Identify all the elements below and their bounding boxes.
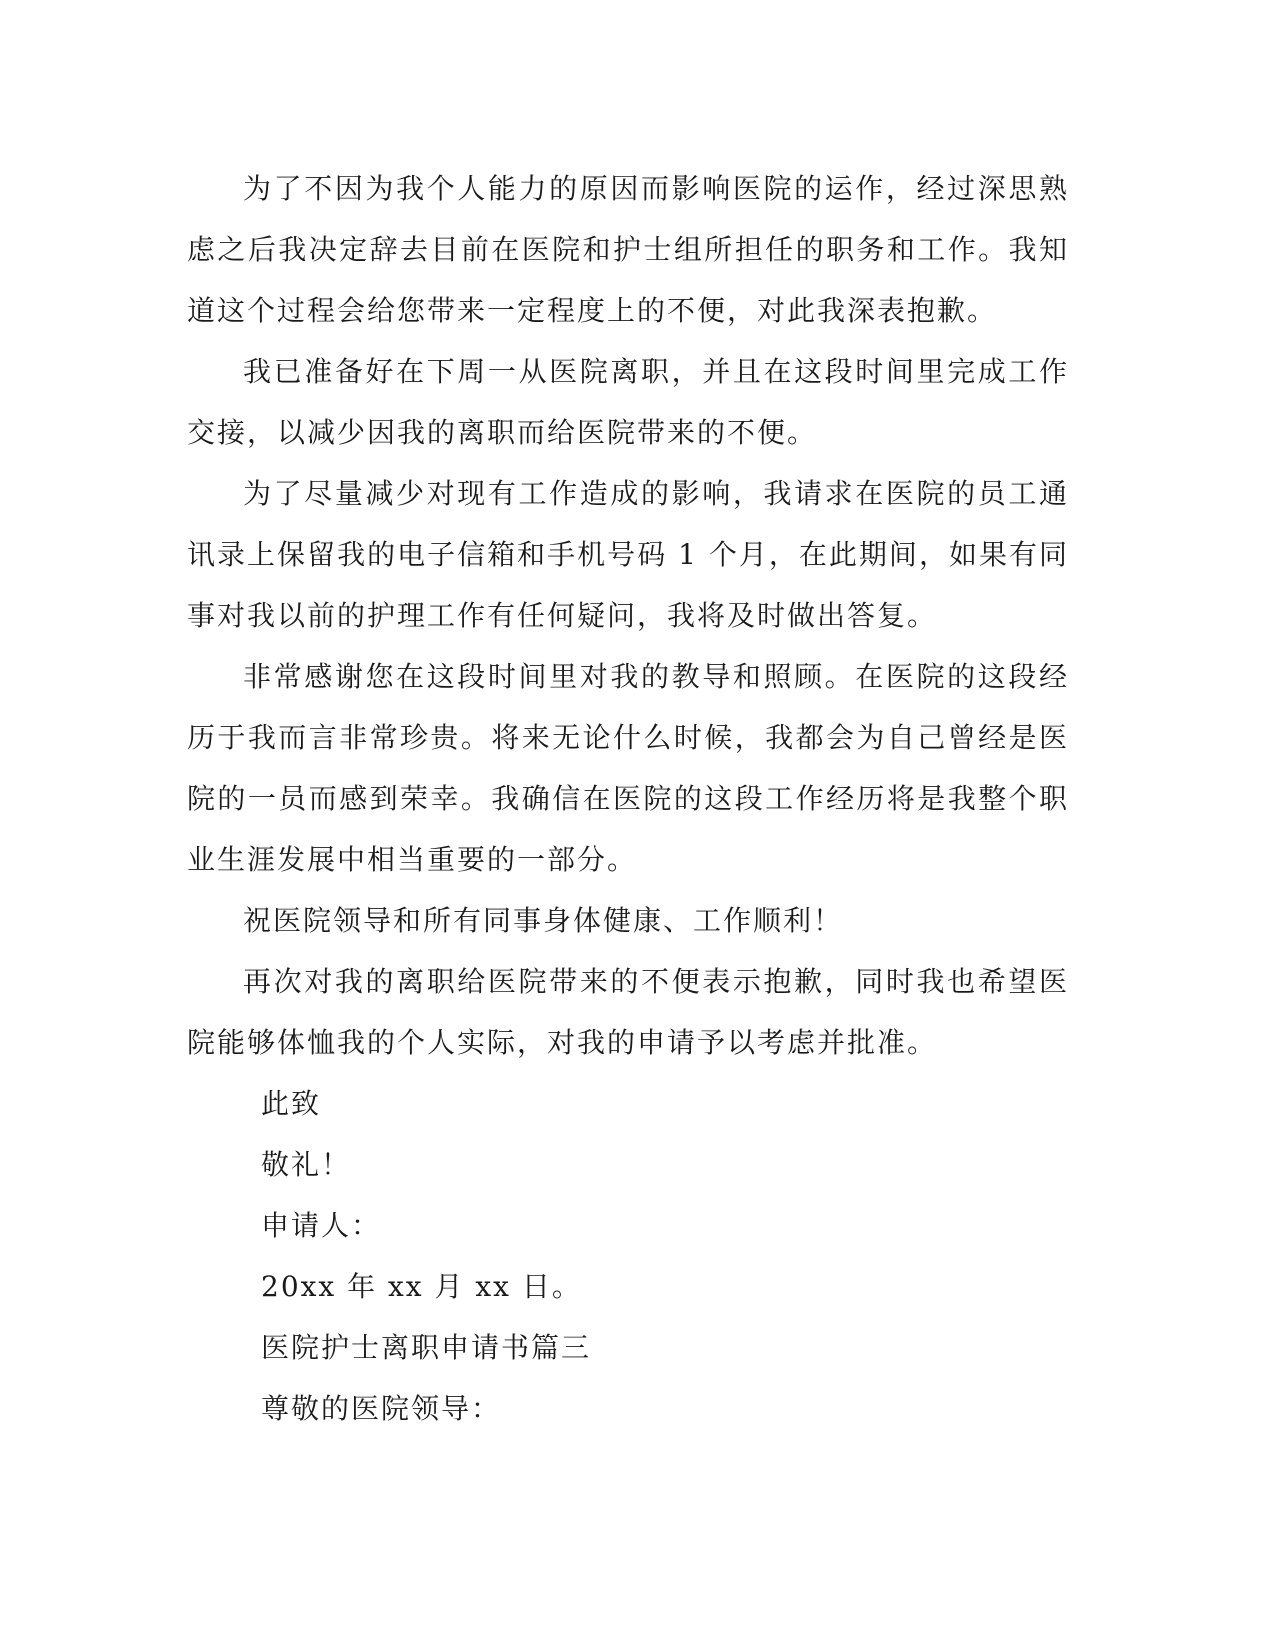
paragraph-contact: 为了尽量减少对现有工作造成的影响，我请求在医院的员工通讯录上保留我的电子信箱和手机号码 1 个月，在此期间，如果有同事对我以前的护理工作有任何疑问，我将及时做出答复。	[187, 477, 1069, 632]
paragraph-thanks: 非常感谢您在这段时间里对我的教导和照顾。在医院的这段经历于我而言非常珍贵。将来无论什么时候，我都会为自己曾经是医院的一员而感到荣幸。我确信在医院的这段工作经历将是我整个职业生涯发展中相当重要的一部分。	[187, 660, 1069, 876]
paragraph-wishes: 祝医院领导和所有同事身体健康、工作顺利！	[243, 904, 844, 937]
letter-date: 20xx 年 xx 月 xx 日。	[261, 1270, 582, 1303]
applicant-label: 申请人：	[261, 1209, 382, 1242]
paragraph-reason: 为了不因为我个人能力的原因而影响医院的运作，经过深思熟虑之后我决定辞去目前在医院和护士组所担任的职务和工作。我知道这个过程会给您带来一定程度上的不便，对此我深表抱歉。	[187, 172, 1069, 327]
closing-regards: 敬礼！	[261, 1148, 352, 1181]
letter-body	[187, 158, 1069, 1439]
paragraph-apology: 再次对我的离职给医院带来的不便表示抱歉，同时我也希望医院能够体恤我的个人实际，对我的申请予以考虑并批准。	[187, 965, 1069, 1059]
paragraph-handover: 我已准备好在下周一从医院离职，并且在这段时间里完成工作交接，以减少因我的离职而给医院带来的不便。	[187, 355, 1069, 449]
section-greeting: 尊敬的医院领导：	[261, 1392, 502, 1425]
section-title: 医院护士离职申请书篇三	[261, 1331, 592, 1364]
closing-salutation: 此致	[261, 1087, 322, 1120]
